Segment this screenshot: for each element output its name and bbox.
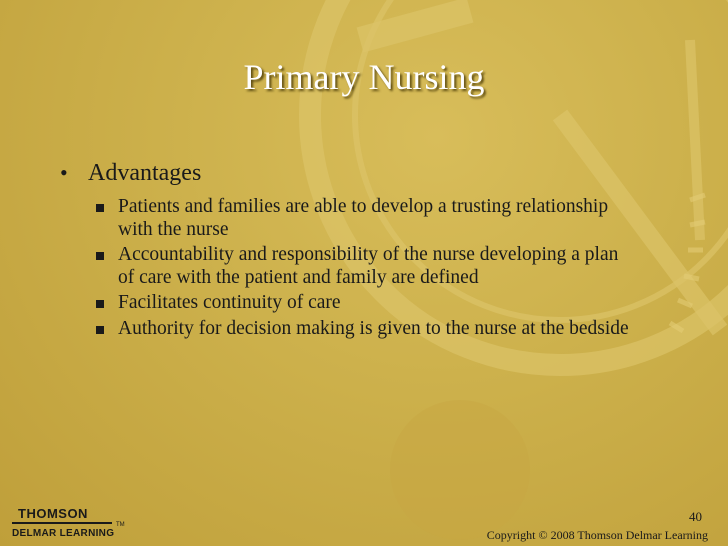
slide-content [60,158,660,340]
page-number: 40 [689,509,702,524]
subitem [96,292,660,315]
square-bullet-icon [96,326,104,334]
square-bullet-icon [96,204,104,212]
bullet-dot-icon: • [60,160,68,185]
logo-line2: DELMAR LEARNING [12,528,115,539]
square-bullet-icon [96,252,104,260]
subitem-text: Authority for decision making is given to the nurse at the bedside [118,317,629,339]
subitem-text: Facilitates continuity of care [118,292,341,313]
slide-title: Primary Nursing [243,57,485,97]
thomson-delmar-logo [12,506,132,542]
logo-line1: THOMSON [18,506,88,521]
bullet-advantages [60,158,660,188]
subitem-text: Patients and families are able to develop a trusting relationship with the nurse [118,196,609,240]
subitem [96,196,660,241]
copyright-text: Copyright © 2008 Thomson Delmar Learning [486,528,708,542]
subitem [96,318,660,341]
subitem-text: Accountability and responsibility of the nurse developing a plan of care with the patient and family are defined [118,244,619,288]
subitem [96,244,660,289]
square-bullet-icon [96,300,104,308]
logo-tm: TM [116,522,125,528]
bullet-label: Advantages [88,160,202,186]
logo-divider [12,522,112,524]
